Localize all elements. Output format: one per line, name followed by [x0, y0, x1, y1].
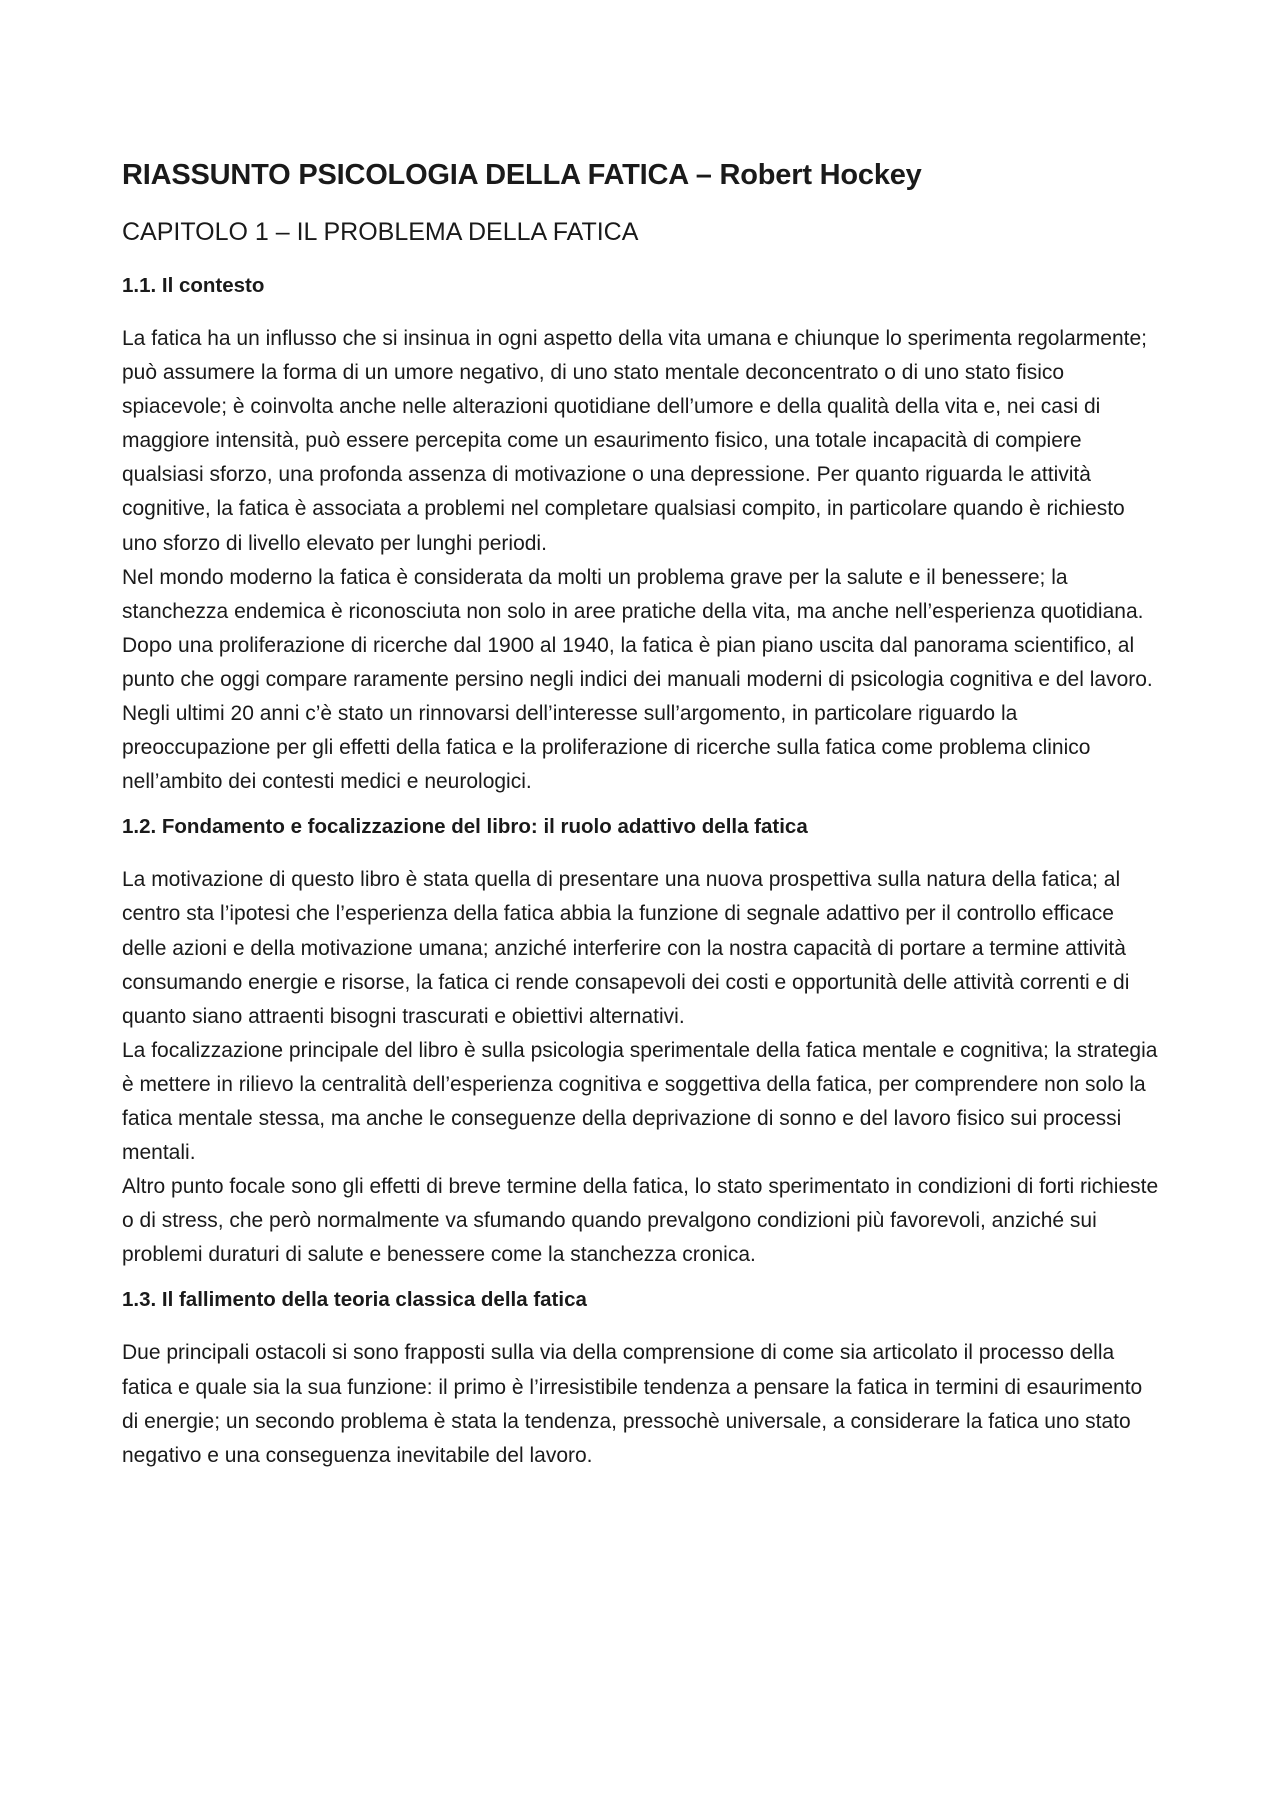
paragraph: Negli ultimi 20 anni c’è stato un rinnovarsi dell’interesse sull’argomento, in particolare riguardo la preoccupazione per gli effetti della fatica e la proliferazione di ricerche sulla fatica come problema clinico nell’ambito dei contesti medici e neurologici. [122, 702, 1091, 794]
document-title: RIASSUNTO PSICOLOGIA DELLA FATICA – Robert Hockey [122, 159, 922, 191]
section-1-1 [122, 272, 1160, 799]
section-body [122, 322, 1160, 799]
paragraph: Nel mondo moderno la fatica è considerata da molti un problema grave per la salute e il benessere; la stanchezza endemica è riconosciuta non solo in aree pratiche della vita, ma anche nell’esperienza quotidiana. [122, 565, 1144, 623]
section-1-3 [122, 1286, 1160, 1472]
section-heading: 1.1. Il contesto [122, 274, 265, 297]
paragraph: Due principali ostacoli si sono frapposti sulla via della comprensione di come sia articolato il processo della fatica e quale sia la sua funzione: il primo è l’irresistibile tendenza a pensare la fatica in termini di esaurimento di energie; un secondo problema è stata la tendenza, pressochè universale, a considerare la fatica uno stato negativo e una conseguenza inevitabile del lavoro. [122, 1341, 1143, 1467]
paragraph: La fatica ha un influsso che si insinua in ogni aspetto della vita umana e chiunque lo sperimenta regolarmente; può assumere la forma di un umore negativo, di uno stato mentale deconcentrato o di uno stato fisico spiacevole; è coinvolta anche nelle alterazioni quotidiane dell’umore e della qualità della vita e, nei casi di maggiore intensità, può essere percepita come un esaurimento fisico, una totale incapacità di compiere qualsiasi sforzo, una profonda assenza di motivazione o una depressione. Per quanto riguarda le attività cognitive, la fatica è associata a problemi nel completare qualsiasi compito, in particolare quando è richiesto uno sforzo di livello elevato per lunghi periodi. [122, 327, 1147, 555]
section-1-2 [122, 813, 1160, 1272]
paragraph: La motivazione di questo libro è stata quella di presentare una nuova prospettiva sulla natura della fatica; al centro sta l’ipotesi che l’esperienza della fatica abbia la funzione di segnale adattivo per il controllo efficace delle azioni e della motivazione umana; anziché interferire con la nostra capacità di portare a termine attività consumando energie e risorse, la fatica ci rende consapevoli dei costi e opportunità delle attività correnti e di quanto siano attraenti bisogni trascurati e obiettivi alternativi. [122, 868, 1130, 1028]
section-heading: 1.2. Fondamento e focalizzazione del libro: il ruolo adattivo della fatica [122, 815, 808, 839]
paragraph: Altro punto focale sono gli effetti di breve termine della fatica, lo stato sperimentato in condizioni di forti richieste o di stress, che però normalmente va sfumando quando prevalgono condizioni più favorevoli, anziché sui problemi duraturi di salute e benessere come la stanchezza cronica. [122, 1175, 1159, 1267]
section-body [122, 1336, 1160, 1472]
paragraph: Dopo una proliferazione di ricerche dal 1900 al 1940, la fatica è pian piano uscita dal panorama scientifico, al punto che oggi compare raramente persino negli indici dei manuali moderni di psicologia cognitiva e del lavoro. [122, 633, 1153, 691]
section-heading: 1.3. Il fallimento della teoria classica della fatica [122, 1288, 587, 1312]
paragraph: La focalizzazione principale del libro è sulla psicologia sperimentale della fatica mentale e cognitiva; la strategia è mettere in rilievo la centralità dell’esperienza cognitiva e soggettiva della fatica, per comprendere non solo la fatica mentale stessa, ma anche le conseguenze della deprivazione di sonno e del lavoro fisico sui processi mentali. [122, 1038, 1158, 1165]
section-body [122, 863, 1160, 1272]
chapter-title: CAPITOLO 1 – IL PROBLEMA DELLA FATICA [122, 218, 639, 246]
